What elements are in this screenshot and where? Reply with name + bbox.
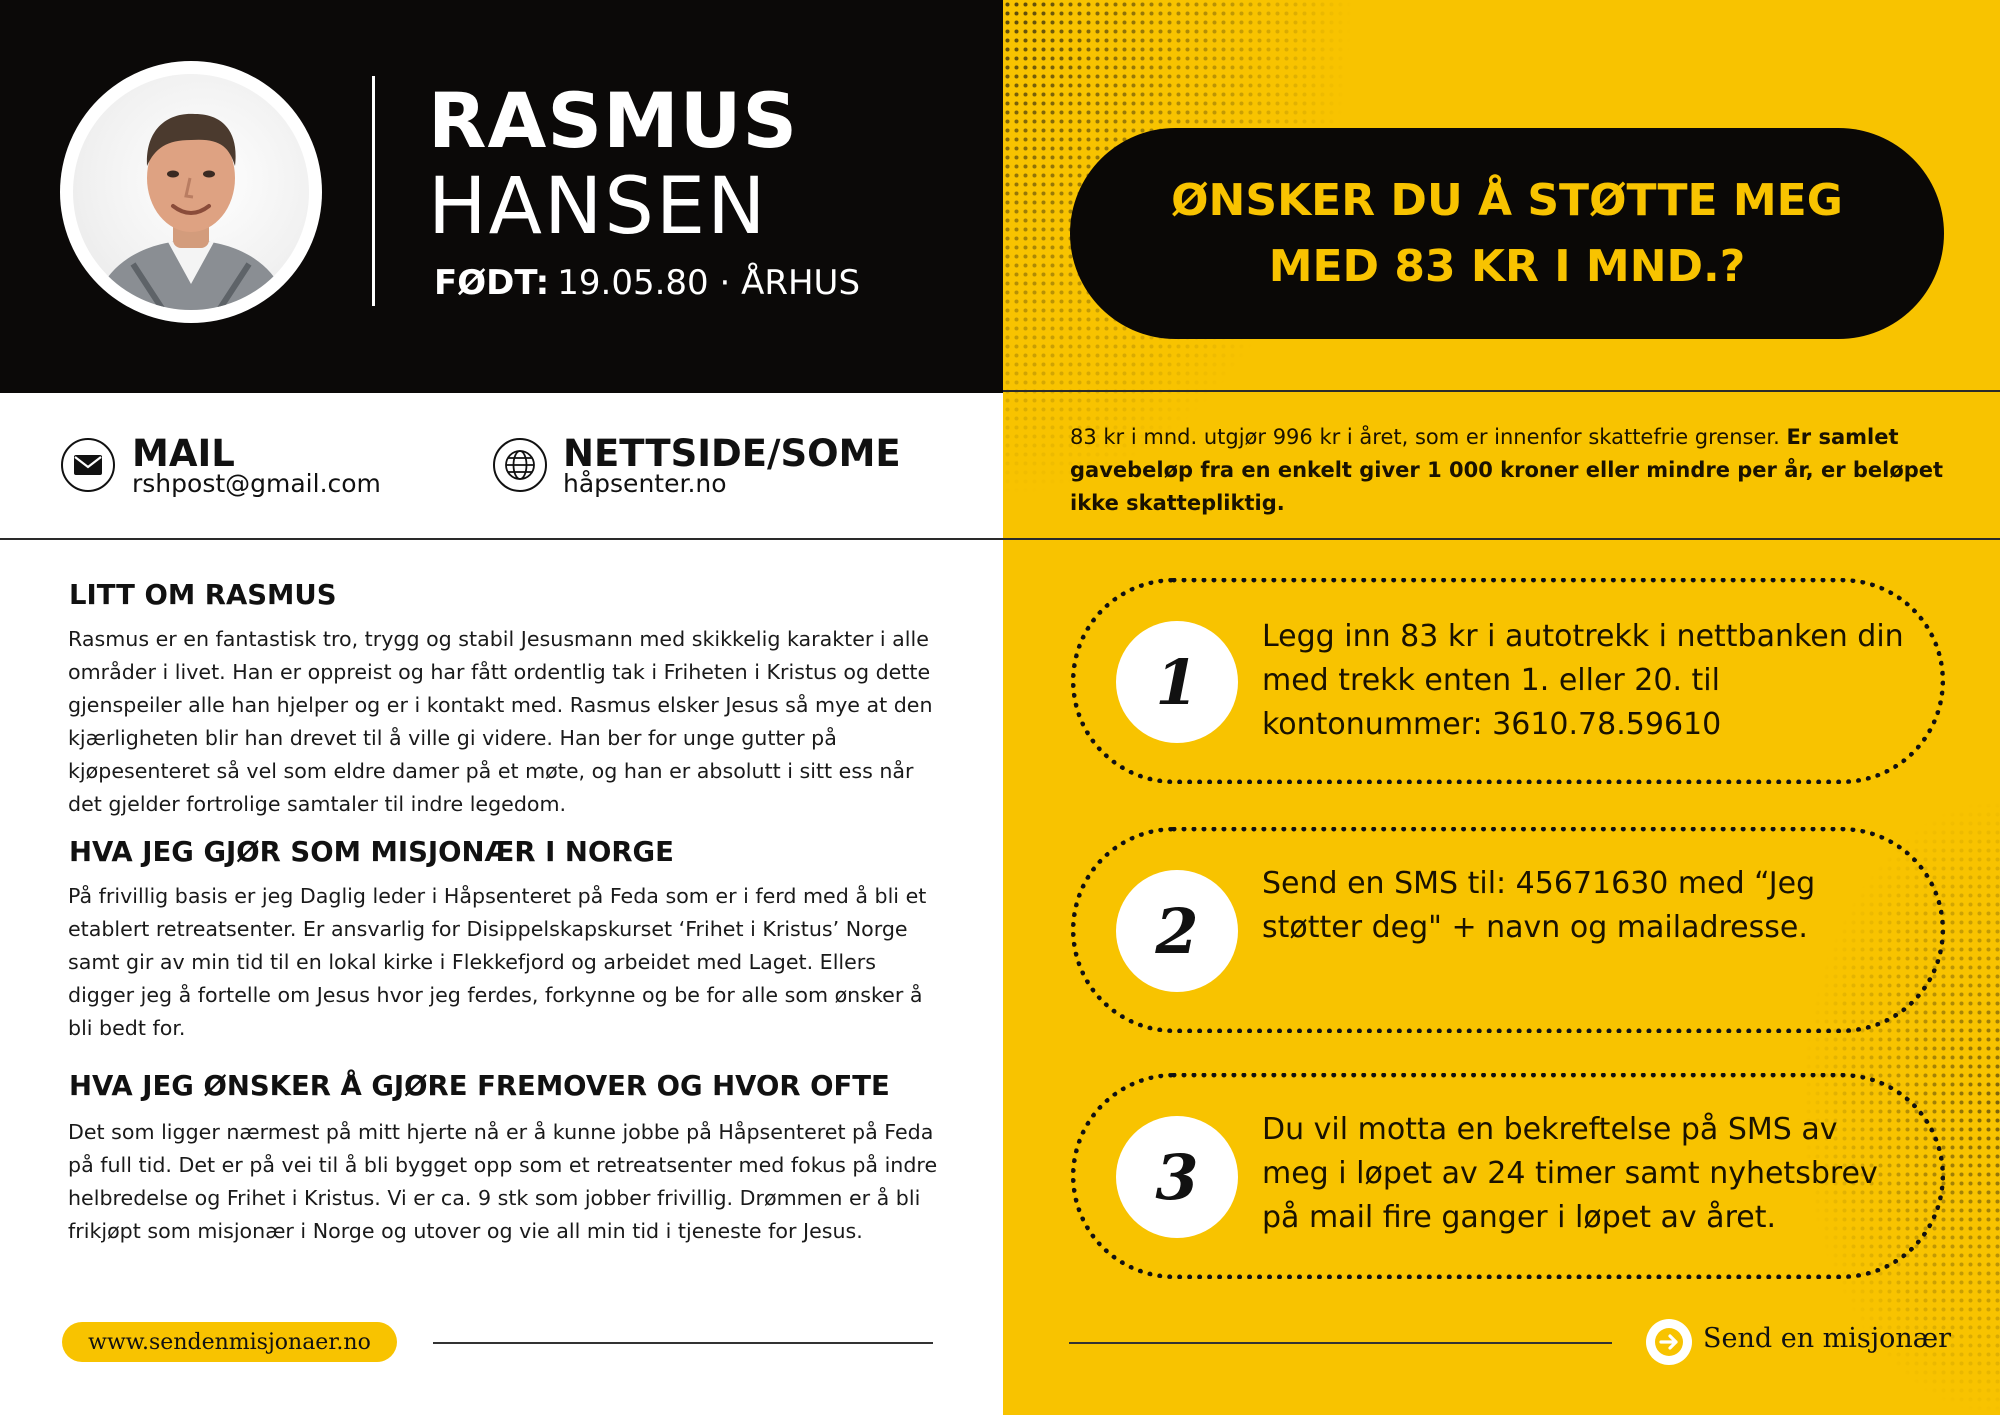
avatar: [60, 61, 322, 323]
globe-icon: [493, 438, 547, 492]
tax-note-plain: 83 kr i mnd. utgjør 996 kr i året, som er innenfor skattefrie grenser.: [1070, 425, 1787, 449]
web-address[interactable]: håpsenter.no: [563, 469, 727, 498]
section-body-future: Det som ligger nærmest på mitt hjerte nå er å kunne jobbe på Håpsenteret på Feda på full tid. Det er på vei til å bli bygget opp som et retreatsenter med fokus på indre helbredelse og Frihet i Kristus. Vi er ca. 9 stk som jobber frivillig. Drømmen er å bli frikjøpt som misjonær i Norge og utover og vie all min tid i tjeneste for Jesus.: [68, 1120, 938, 1243]
mail-title: MAIL: [132, 432, 235, 475]
footer-line-left: [433, 1342, 933, 1344]
footer-line-right: [1069, 1342, 1612, 1344]
section-title-work: HVA JEG GJØR SOM MISJONÆR I NORGE: [69, 836, 674, 868]
panel-divider-top: [1003, 390, 2000, 392]
mail-address[interactable]: rshpost@gmail.com: [132, 469, 381, 498]
step-card-2: [1071, 827, 1945, 1033]
portrait-illustration: [73, 74, 309, 310]
step-card-3: [1071, 1073, 1945, 1279]
send-cta-link[interactable]: Send en misjonær: [1703, 1323, 1952, 1354]
step-number-2: 2: [1116, 870, 1238, 992]
birth-info: [434, 263, 861, 303]
birth-label: FØDT:: [434, 263, 550, 303]
birth-value: 19.05.80 · ÅRHUS: [557, 263, 861, 303]
section-title-future: HVA JEG ØNSKER Å GJØRE FREMOVER OG HVOR OFTE: [69, 1070, 890, 1102]
section-body-about: Rasmus er en fantastisk tro, trygg og stabil Jesusmann med skikkelig karakter i alle områder i livet. Han er oppreist og har fått ordentlig tak i Friheten i Kristus og dette gjenspeiler alle han hjelper og er i kontakt med. Rasmus elsker Jesus så mye at den kjærligheten blir han drevet til å ville gi videre. Han ber for unge gutter på kjøpesenteret så vel som eldre damer på et møte, og han er absolutt i sitt ess når det gjelder fortrolige samtaler til indre legedom.: [68, 627, 933, 816]
header-divider: [372, 76, 375, 306]
step-text-1: Legg inn 83 kr i autotrekk i nettbanken din med trekk enten 1. eller 20. til kontonummer: 3610.78.59610: [1262, 619, 1904, 742]
step-card-1: [1071, 578, 1945, 784]
step-text-2: Send en SMS til: 45671630 med “Jeg støtter deg" + navn og mailadresse.: [1262, 866, 1816, 945]
website-link[interactable]: www.sendenmisjonaer.no: [62, 1322, 397, 1362]
step-number-3: 3: [1116, 1116, 1238, 1238]
tax-note-bold: Er samlet gavebeløp fra en enkelt giver 1 000 kroner eller mindre per år, er beløpet ikke skattepliktig.: [1070, 425, 1944, 515]
first-name: RASMUS: [428, 76, 799, 165]
web-title: NETTSIDE/SOME: [563, 432, 901, 475]
step-text-3: Du vil motta en bekreftelse på SMS av meg i løpet av 24 timer samt nyhetsbrev på mail fire ganger i løpet av året.: [1262, 1112, 1878, 1235]
step-number-1: 1: [1116, 621, 1238, 743]
section-divider: [0, 538, 1003, 540]
tax-note: [1070, 421, 1950, 520]
profile-header: [0, 0, 1003, 393]
section-body-work: På frivillig basis er jeg Daglig leder i Håpsenteret på Feda som er i ferd med å bli et etablert retreatsenter. Er ansvarlig for Disippelskapskurset ‘Frihet i Kristus’ Norge samt gir av min tid til en lokal kirke i Flekkefjord og arbeidet med Laget. Ellers digger jeg å fortelle om Jesus hvor jeg ferdes, forkynne og be for alle som ønsker å bli bedt for.: [68, 884, 927, 1040]
question-banner: [1070, 128, 1944, 339]
mail-icon: [61, 438, 115, 492]
question-text: ØNSKER DU Å STØTTE MEG MED 83 KR I MND.?: [1171, 174, 1843, 292]
profile-photo: [73, 74, 309, 310]
section-title-about: LITT OM RASMUS: [69, 579, 337, 611]
panel-divider-mid: [1003, 538, 2000, 540]
last-name: HANSEN: [428, 162, 768, 252]
arrow-right-icon[interactable]: [1646, 1319, 1692, 1365]
